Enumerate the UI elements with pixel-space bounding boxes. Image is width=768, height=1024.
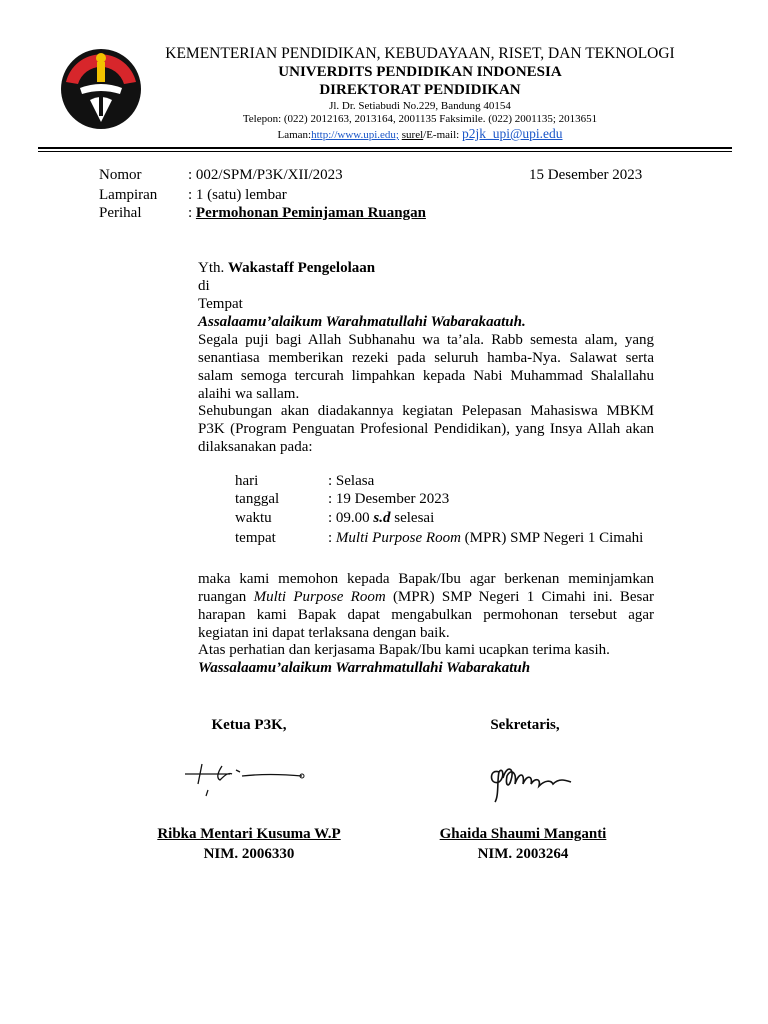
recipient-name: Wakastaff Pengelolaan: [228, 260, 376, 276]
perihal-value: : Permohonan Peminjaman Ruangan: [188, 205, 426, 221]
right-signer-nim: NIM. 2003264: [477, 846, 569, 862]
left-signer-nim: NIM. 2006330: [203, 846, 295, 862]
tanggal-value: : 19 Desember 2023: [328, 491, 450, 507]
email-label: /E-mail:: [423, 129, 460, 141]
email-link[interactable]: p2jk_upi@upi.edu: [461, 126, 563, 141]
recipient-place: Tempat: [198, 296, 243, 312]
paragraph-thanks: Atas perhatian dan kerjasama Bapak/Ibu kami ucapkan terima kasih.: [198, 642, 610, 658]
university-name: UNIVERDITS PENDIDIKAN INDONESIA: [278, 64, 562, 80]
address: Jl. Dr. Setiabudi No.229, Bandung 40154: [329, 100, 511, 112]
greeting: Assalaamu’alaikum Warahmatullahi Wabarakaatuh.: [198, 314, 526, 330]
contact-line: [0, 126, 768, 142]
nomor-label: Nomor: [99, 167, 142, 183]
directorate-name: DIREKTORAT PENDIDIKAN: [319, 82, 521, 98]
tanggal-label: tanggal: [235, 491, 280, 507]
lampiran-value: : 1 (satu) lembar: [188, 187, 287, 203]
recipient-di: di: [198, 278, 210, 294]
paragraph-event: Sehubungan akan diadakannya kegiatan Pelepasan Mahasiswa MBKM P3K (Program Penguatan Profesional Pendidikan), yang Insya Allah akan dilaksanakan pada:: [198, 403, 654, 455]
header-rule-thick: [38, 147, 732, 149]
left-signer-title: Ketua P3K,: [211, 717, 287, 733]
paragraph-praise: Segala puji bagi Allah Subhanahu wa ta’ala. Rabb semesta alam, yang senantiasa memberikan rezeki pada seluruh hamba-Nya. Salawat serta salam semoga tercurah limpahkan kepada Nabi Muhammad Shalallahu alaihi wa sallam.: [198, 332, 654, 402]
lampiran-label: Lampiran: [99, 187, 158, 203]
hari-label: hari: [235, 473, 259, 489]
left-signer-name: Ribka Mentari Kusuma W.P: [157, 826, 341, 842]
waktu-label: waktu: [235, 510, 272, 526]
hari-value: : Selasa: [328, 473, 375, 489]
paragraph-request: maka kami memohon kepada Bapak/Ibu agar berkenan meminjamkan ruangan Multi Purpose Room (MPR) SMP Negeri 1 Cimahi ini. Besar harapan kami Bapak dapat mengabulkan permohonan tersebut agar kegiatan ini dapat terlaksana dengan baik.: [198, 571, 654, 641]
web-label: Laman:: [277, 129, 312, 141]
tempat-value: : Multi Purpose Room (MPR) SMP Negeri 1 Cimahi: [328, 530, 644, 546]
perihal-subject: Permohonan Peminjaman Ruangan: [195, 205, 426, 221]
nomor-value: : 002/SPM/P3K/XII/2023: [188, 167, 343, 183]
left-signature: [180, 758, 310, 800]
web-link[interactable]: http://www.upi.edu;: [311, 129, 399, 141]
closing: Wassalaamu’alaikum Warrahmatullahi Wabarakatuh: [198, 660, 531, 676]
phone-fax: Telepon: (022) 2012163, 2013164, 2001135 Faksimile. (022) 2001135; 2013651: [242, 113, 598, 125]
surel-text: surel: [401, 129, 424, 141]
recipient: Yth. Wakastaff Pengelolaan: [198, 260, 376, 276]
perihal-label: Perihal: [99, 205, 142, 221]
letter-date: 15 Desember 2023: [529, 167, 643, 183]
right-signature: [485, 758, 585, 808]
tempat-label: tempat: [235, 530, 276, 546]
header-rule-thin: [38, 151, 732, 152]
waktu-value: : 09.00 s.d selesai: [328, 510, 435, 526]
right-signer-title: Sekretaris,: [490, 717, 560, 733]
ministry-name: KEMENTERIAN PENDIDIKAN, KEBUDAYAAN, RISET, DAN TEKNOLOGI: [165, 45, 675, 62]
right-signer-name: Ghaida Shaumi Manganti: [439, 826, 607, 842]
